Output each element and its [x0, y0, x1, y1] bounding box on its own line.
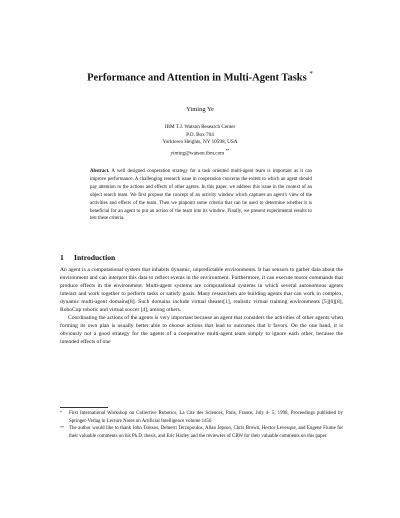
- section-number: 1: [60, 253, 64, 262]
- abstract-label: Abstract.: [90, 169, 110, 174]
- body-text: [60, 267, 343, 347]
- author-name: Yiming Ye: [186, 106, 214, 113]
- section-title: Introduction: [74, 253, 116, 262]
- footnote-mark: **: [60, 425, 64, 430]
- affiliation-email-line: [0, 147, 400, 158]
- body-paragraph: An agent is a computational system that inhabits dynamic, unpredictable environments. It has sensors to gather data about the environment and can interpret this data to reflect events in the environment. Furthermore, it can execute motor commands that produce effects in the environment. Multi-agent systems are computational systems in which several autonomous agents interact and work together to perform tasks or satisfy goals. Many researchers are building agents that can work in complex, dynamic multi-agent domains[8]. Such domains include virtual theater[1], realistic virtual training environments [5][6][8], RoboCup robotic and virtual soccer [4], among others.: [60, 267, 343, 313]
- footnote-divider: [60, 407, 108, 408]
- affiliation-box: P.O. Box 704: [186, 131, 214, 138]
- paper-title: [60, 68, 340, 85]
- affiliation-org: IBM T.J. Watson Research Center: [164, 124, 236, 130]
- abstract: [90, 168, 312, 223]
- email-footnote-mark: **: [225, 147, 230, 153]
- footnotes: [60, 410, 343, 440]
- affiliation-city: Yorktown Heights, NY 10598, USA: [162, 139, 238, 146]
- body-paragraph: Coordinating the actions of the agents is very important because an agent that considers the activities of other agents when forming its own plan is usually better able to choose actions that lead to outcomes that it favors. On the one hand, it is obviously not a good strategy for the agents of a cooperative multi-agent team simply to ignore each other, because the intended effects of one: [60, 314, 343, 345]
- footnote-text: The author would like to thank John Tsotsos, Demetri Terzopoulos, Allan Jepson, Chris Brown, Hector Levesque, and Eugene Fiume for their valuable comments on his Ph.D. thesis, and Eric Harley and the reviewers of CRW for their valuable comments on this paper.: [69, 426, 343, 439]
- title-text: Performance and Attention in Multi-Agent Tasks: [87, 72, 307, 84]
- section-heading: [60, 253, 115, 262]
- footnote-text: First International Workshop on Collective Robotics, La Cite des Sciences, Paris, France, July 4- 5, 1998, Proceedings published by Springer-Verlag in Lecture Notes on Artificial Intelligence volume 1456: [69, 411, 343, 424]
- footnote: [60, 425, 343, 440]
- author-affiliation: [0, 124, 400, 158]
- footnote: [60, 410, 343, 425]
- footnote-mark: *: [60, 410, 62, 415]
- title-footnote-mark: *: [309, 70, 313, 78]
- affiliation-email[interactable]: yiming@watson.ibm.com: [170, 150, 225, 157]
- abstract-text: A well designed cooperation strategy for a task oriented multi-agent team is important as it can improve performance. A challenging research issue in cooperation concerns the extent to which an agent should pay attention to the actions and effects of other agents. In this paper, we address this issue in the context of an object search team. We first propose the concept of an activity window which captures an agent’s view of the activities and effects of the team. Then we pinpoint some criteria that can be used to determine whether it is beneficial for an agent to put an action of the team into its window. Finally, we present experimental results to test these criteria.: [90, 169, 312, 222]
